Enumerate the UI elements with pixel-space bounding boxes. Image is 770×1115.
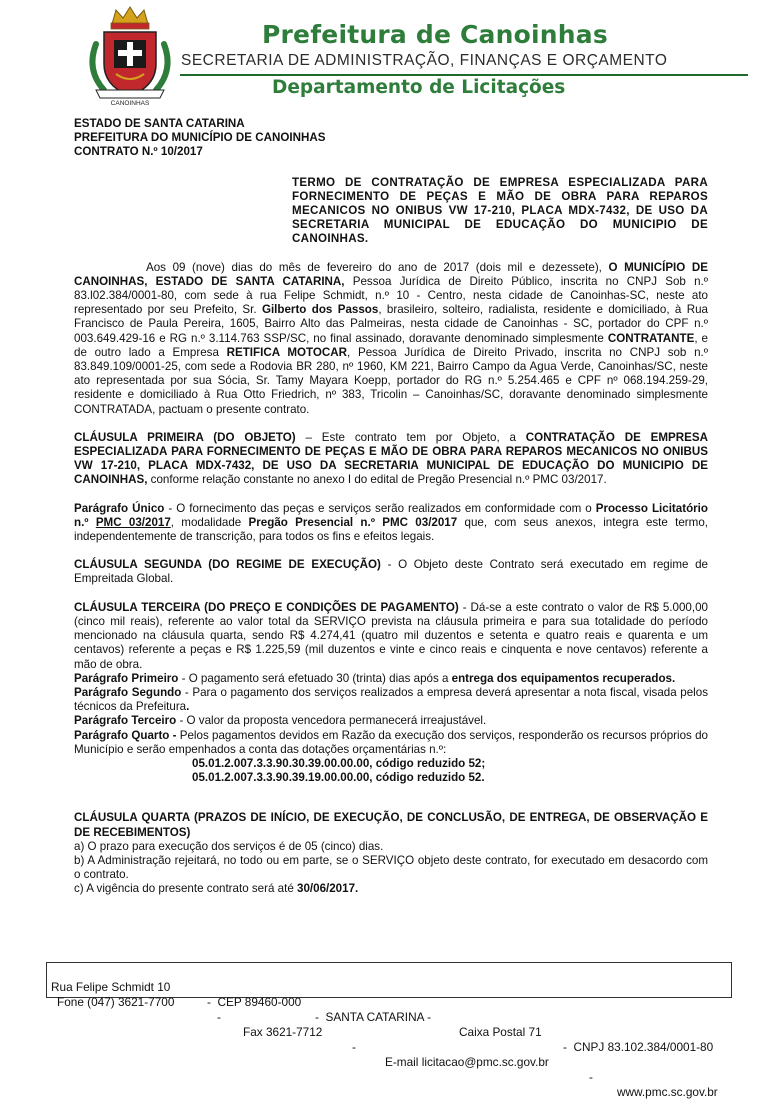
paragraph-first: Parágrafo Primeiro - O pagamento será efetuado 30 (trinta) dias após a entrega dos equipamentos recuperados. [74, 671, 676, 685]
footer-address: Rua Felipe Schmidt 10 [51, 980, 171, 994]
footer-separator: - [217, 1010, 221, 1024]
footer-cnpj: - CNPJ 83.102.384/0001-80 [563, 1040, 714, 1054]
header-title: Prefeitura de Canoinhas [262, 20, 608, 49]
prefecture-heading: PREFEITURA DO MUNICÍPIO DE CANOINHAS [74, 131, 326, 145]
clause-third: CLÁUSULA TERCEIRA (DO PREÇO E CONDIÇÕES DE PAGAMENTO) - Dá-se a este contrato o valor de R$ 5.000,00 (cinco mil reais), referente ao valor total da SERVIÇO prevista na cláusula primeira e para sua totalidade do período mencionado na cláusula quarta, sendo R$ 4.274,41 (quatro mil duzentos e setenta e quatro reais e quarenta e um centavos) referente a peças e R$ 1.225,59 (mil duzentos e vinte e cinco reais e cinquenta e nove centavos) referente a mão de obra. [74, 600, 708, 671]
clause-second: CLÁUSULA SEGUNDA (DO REGIME DE EXECUÇÃO) - O Objeto deste Contrato será executado em regime de Empreitada Global. [74, 558, 708, 586]
footer-separator: - [352, 1040, 356, 1054]
paragraph-third: Parágrafo Terceiro - O valor da proposta vencedora permanecerá irreajustável. [74, 714, 487, 728]
budget-code: 05.01.2.007.3.3.90.30.39.00.00.00, código reduzido 52; [192, 756, 486, 770]
footer-fax: Fax 3621-7712 [243, 1025, 323, 1039]
contract-subject-title: TERMO DE CONTRATAÇÃO DE EMPRESA ESPECIALIZADA PARA FORNECIMENTO DE PEÇAS E MÃO DE OBRA PARA REPAROS MECANICOS NO ONIBUS VW 17-210, PLACA MDX-7432, DE USO DA SECRETARIA MUNICIPAL DE EDUCAÇÃO DO MUNICIPIO DE CANOINHAS. [292, 175, 708, 246]
header-divider [180, 74, 748, 76]
logo-text: CANOINHAS [110, 100, 150, 107]
footer-separator: - [589, 1070, 593, 1084]
clause-fourth-item-c: c) A vigência do presente contrato será até 30/06/2017. [74, 882, 359, 896]
footer-po-box: Caixa Postal 71 [459, 1025, 542, 1039]
paragraph-fourth: Parágrafo Quarto - Pelos pagamentos devidos em Razão da execução dos serviços, responderão os recursos próprios do Município e serão empenhados a conta das dotações orçamentárias n.º: [74, 728, 708, 756]
intro-paragraph: Aos 09 (nove) dias do mês de fevereiro do ano de 2017 (dois mil e dezessete), O MUNICÍPIO DE CANOINHAS, ESTADO DE SANTA CATARINA, Pessoa Jurídica de Direito Público, inscrita no CNPJ Sob n.º 83.l02.384/0001-80, com sede à rua Felipe Schmidt, n.º 10 - Centro, nesta cidade de Canoinhas-SC, neste ato representado por seu Prefeito, Sr. Gilberto dos Passos, brasileiro, solteiro, radialista, residente e domiciliado, à Rua Francisco de Paula Pereira, 1605, Bairro Alto das Palmeiras, nesta cidade de Canoinhas - SC, portador do CPF n.º 003.649.429-16 e RG n.º 3.114.763 SSP/SC, no final assinado, doravante denominado simplesmente CONTRATANTE, e de outro lado a Empresa RETIFICA MOTOCAR, Pessoa Jurídica de Direito Privado, inscrita no CNPJ sob n.º 83.849.109/0001-25, com sede a Rodovia BR 280, nº 1960, KM 221, Bairro Campo da Agua Verde, Canoinhas/SC, neste ato representada por sua Sócia, Sr. Tamy Mayara Koepp, portador do RG n.º 5.254.465 e CPF nº 068.194.259-29, residente e domiciliado à Rua Otto Friedrich, nº 383, Tricolin – Canoinhas/SC, doravante denominado simplesmente CONTRATADA, pactuam o presente contrato. [74, 260, 709, 416]
paragraph-second: Parágrafo Segundo - Para o pagamento dos serviços realizados a empresa deverá apresentar a nota fiscal, visada pelos técnicos da Prefeitura. [74, 685, 708, 714]
footer-cep: - CEP 89460-000 [207, 995, 302, 1009]
state-heading: ESTADO DE SANTA CATARINA [74, 117, 245, 130]
budget-code: 05.01.2.007.3.3.90.39.19.00.00.00, código reduzido 52. [192, 771, 485, 785]
contract-body [74, 117, 708, 897]
footer-email: E-mail licitacao@pmc.sc.gov.br [385, 1055, 549, 1069]
contract-number: CONTRATO N.º 10/2017 [74, 145, 203, 159]
clause-first: CLÁUSULA PRIMEIRA (DO OBJETO) – Este contrato tem por Objeto, a CONTRATAÇÃO DE EMPRESA ESPECIALIZADA PARA FORNECIMENTO DE PEÇAS E MÃO DE OBRA PARA REPAROS MECANICOS NO ONIBUS VW 17-210, PLACA MDX-7432, DE USO DA SECRETARIA MUNICIPAL DE EDUCAÇÃO DO MUNICIPIO DE CANOINHAS, conforme relação constante no anexo I do edital de Pregão Presencial n.º PMC 03/2017. [74, 430, 708, 487]
footer-state: - SANTA CATARINA - [315, 1010, 432, 1024]
footer-contact-box [46, 962, 732, 1099]
header-subtitle: SECRETARIA DE ADMINISTRAÇÃO, FINANÇAS E ORÇAMENTO [181, 52, 668, 69]
footer-row-2 [47, 980, 731, 1115]
letterhead [0, 0, 770, 110]
clause-fourth-item-b: b) A Administração rejeitará, no todo ou em parte, se o SERVIÇO objeto deste contrato, for executado em desacordo com o contrato. [74, 853, 708, 882]
clause-fourth: CLÁUSULA QUARTA (PRAZOS DE INÍCIO, DE EXECUÇÃO, DE CONCLUSÃO, DE ENTREGA, DE OBSERVAÇÃO E DE RECEBIMENTOS) [74, 811, 708, 839]
clause-fourth-item-a: a) O prazo para execução dos serviços é de 05 (cinco) dias. [74, 839, 384, 853]
paragraph-unico: Parágrafo Único - O fornecimento das peças e serviços serão realizados em conformidade com o Processo Licitatório n.º PMC 03/2017, modalidade Pregão Presencial n.º PMC 03/2017 que, com seus anexos, integra este termo, independentemente de transcrição, para todos os fins e efeitos legais. [74, 501, 708, 544]
header-department: Departamento de Licitações [272, 77, 566, 98]
footer-phone: Fone (047) 3621-7700 [57, 995, 175, 1009]
municipal-coat-of-arms-icon [82, 4, 178, 108]
footer-website: www.pmc.sc.gov.br [617, 1085, 718, 1099]
